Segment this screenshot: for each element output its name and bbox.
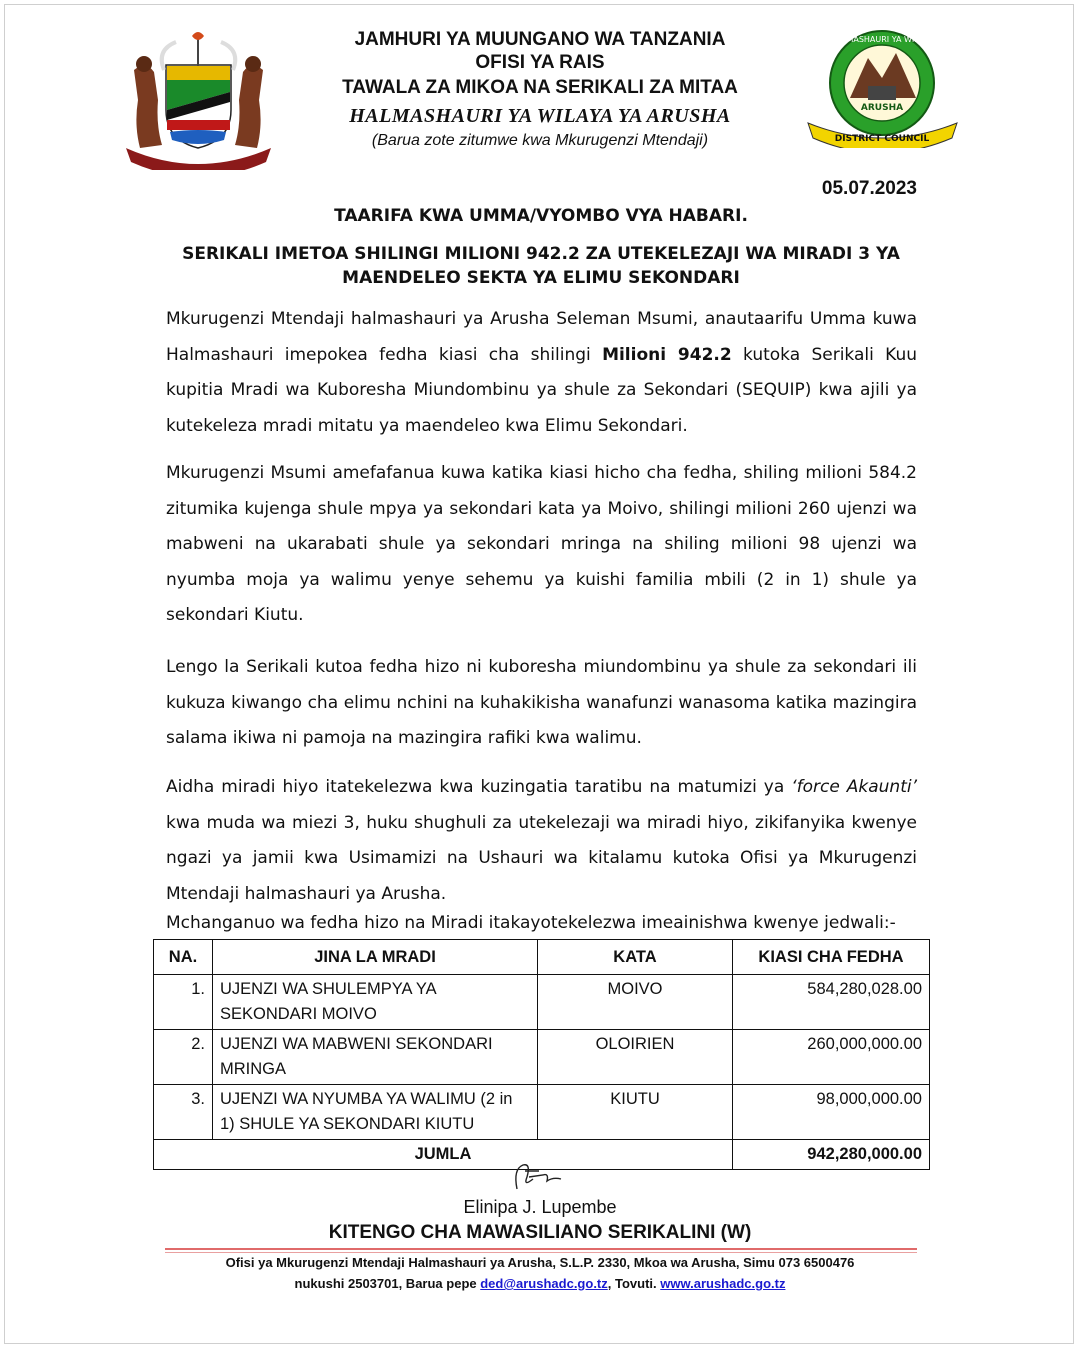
signer-name: Elinipa J. Lupembe <box>463 1197 617 1217</box>
footer-address: Ofisi ya Mkurugenzi Mtendaji Halmashauri ya Arusha, S.L.P. 2330, Mkoa wa Arusha, Simu 073 6500476 <box>225 1255 855 1270</box>
table-row <box>154 1085 930 1140</box>
header-line-office: OFISI YA RAIS <box>475 52 605 73</box>
paragraph-3: Lengo la Serikali kutoa fedha hizo ni kuboresha miundombinu ya shule za sekondari ili kukuza kiwango cha elimu nchini na kuhakikisha wanafunzi wanasoma katika mazingira salama ikiwa ni pamoja na mazingira rafiki kwa walimu. <box>166 657 917 748</box>
table-intro: Mchanganuo wa fedha hizo na Miradi itakayotekelezwa imeainishwa kwenye jedwali:- <box>166 913 896 933</box>
header-na: NA. <box>154 940 213 975</box>
amount: 98,000,000.00 <box>733 1085 930 1140</box>
paragraph-4-term: ‘force Akaunti’ <box>791 777 917 797</box>
paragraph-1-text-b: kutoka Serikali Kuu kupitia Mradi wa Kuboresha Miundombinu ya shule za Sekondari (SEQUIP) kwa ajili ya kutekeleza mradi mitatu ya maendeleo kwa Elimu Sekondari. <box>166 344 918 436</box>
footer-divider <box>165 1248 917 1250</box>
header-line-district-council: HALMASHAURI YA WILAYA YA ARUSHA <box>349 105 731 127</box>
header-line-republic: JAMHURI YA MUUNGANO WA TANZANIA <box>354 29 726 50</box>
header-kiasi: KIASI CHA FEDHA <box>733 940 930 975</box>
paragraph-2: Mkurugenzi Msumi amefafanua kuwa katika kiasi hicho cha fedha, shiling milioni 584.2 zitumika kujenga shule mpya ya sekondari kata ya Moivo, shilingi milioni 260 ujenzi wa mabweni na ukarabati shule ya sekondari mringa na shiling milioni 98 ujenzi wa nyumba moja ya walimu yenye sehemu ya kuishi familia mbili (2 in 1) shule ya sekondari Kiutu. <box>166 463 917 625</box>
notice-title: SERIKALI IMETOA SHILINGI MILIONI 942.2 ZA UTEKELEZAJI WA MIRADI 3 YA MAENDELEO SEKTA YA ELIMU SEKONDARI <box>182 244 900 288</box>
footer-website-label: , Tovuti. <box>607 1276 661 1291</box>
row-number: 3. <box>154 1085 213 1140</box>
email-link[interactable]: ded@arushadc.go.tz <box>480 1276 608 1291</box>
row-number: 1. <box>154 975 213 1030</box>
ward-name: OLOIRIEN <box>538 1030 733 1085</box>
paragraph-1-amount: Milioni 942.2 <box>602 344 732 365</box>
total-amount: 942,280,000.00 <box>733 1140 930 1170</box>
release-date: 05.07.2023 <box>821 178 917 199</box>
amount: 260,000,000.00 <box>733 1030 930 1085</box>
logo-banner-text: DISTRICT COUNCIL <box>834 134 930 144</box>
row-number: 2. <box>154 1030 213 1085</box>
logo-ring-text: HALMASHAURI YA WILAYA <box>830 35 934 44</box>
table-row <box>154 975 930 1030</box>
footer-divider-thin <box>165 1252 917 1253</box>
total-label: JUMLA <box>154 1140 733 1170</box>
header-line-correspondence-note: (Barua zote zitumwe kwa Mkurugenzi Mtendaji) <box>371 132 709 149</box>
website-link[interactable]: www.arushadc.go.tz <box>660 1276 786 1291</box>
project-name: UJENZI WA MABWENI SEKONDARI MRINGA <box>213 1030 538 1085</box>
footer-fax: nukushi 2503701, Barua pepe <box>294 1276 481 1291</box>
project-name: UJENZI WA NYUMBA YA WALIMU (2 in 1) SHULE YA SEKONDARI KIUTU <box>213 1085 538 1140</box>
header-line-regional-admin: TAWALA ZA MIKOA NA SERIKALI ZA MITAA <box>342 77 738 98</box>
ward-name: MOIVO <box>538 975 733 1030</box>
government-communication-unit: KITENGO CHA MAWASILIANO SERIKALINI (W) <box>328 1222 752 1243</box>
footer-contacts <box>150 1276 930 1291</box>
paragraph-1 <box>166 302 917 444</box>
table-header-row <box>154 940 930 975</box>
paragraph-4 <box>166 770 917 912</box>
ward-name: KIUTU <box>538 1085 733 1140</box>
handwritten-signature <box>509 1159 569 1195</box>
district-council-logo <box>800 28 965 148</box>
header-kata: KATA <box>538 940 733 975</box>
logo-center-text: ARUSHA <box>860 103 904 113</box>
table-row <box>154 1030 930 1085</box>
paragraph-1-text-a: Mkurugenzi Mtendaji halmashauri ya Arusha Seleman Msumi, anautaarifu Umma kuwa Halmashauri imepokea fedha kiasi cha shilingi <box>166 309 917 365</box>
project-funds-table <box>153 939 930 1170</box>
notice-heading: TAARIFA KWA UMMA/VYOMBO VYA HABARI. <box>334 206 748 226</box>
project-name: UJENZI WA SHULEMPYA YA SEKONDARI MOIVO <box>213 975 538 1030</box>
paragraph-4-text-a: Aidha miradi hiyo itatekelezwa kwa kuzingatia taratibu na matumizi ya <box>166 777 792 797</box>
amount: 584,280,028.00 <box>733 975 930 1030</box>
coat-of-arms-emblem <box>116 30 281 170</box>
header-jina: JINA LA MRADI <box>213 940 538 975</box>
arms-ribbon-text: UHURU NA UMOJA <box>170 156 226 163</box>
paragraph-4-text-b: kwa muda wa miezi 3, huku shughuli za utekelezaji wa miradi hiyo, zikifanyika kwenye ngazi ya jamii kwa Usimamizi na Ushauri wa kitalamu kutoka Ofisi ya Mkurugenzi Mtendaji halmashauri ya Arusha. <box>166 812 917 904</box>
